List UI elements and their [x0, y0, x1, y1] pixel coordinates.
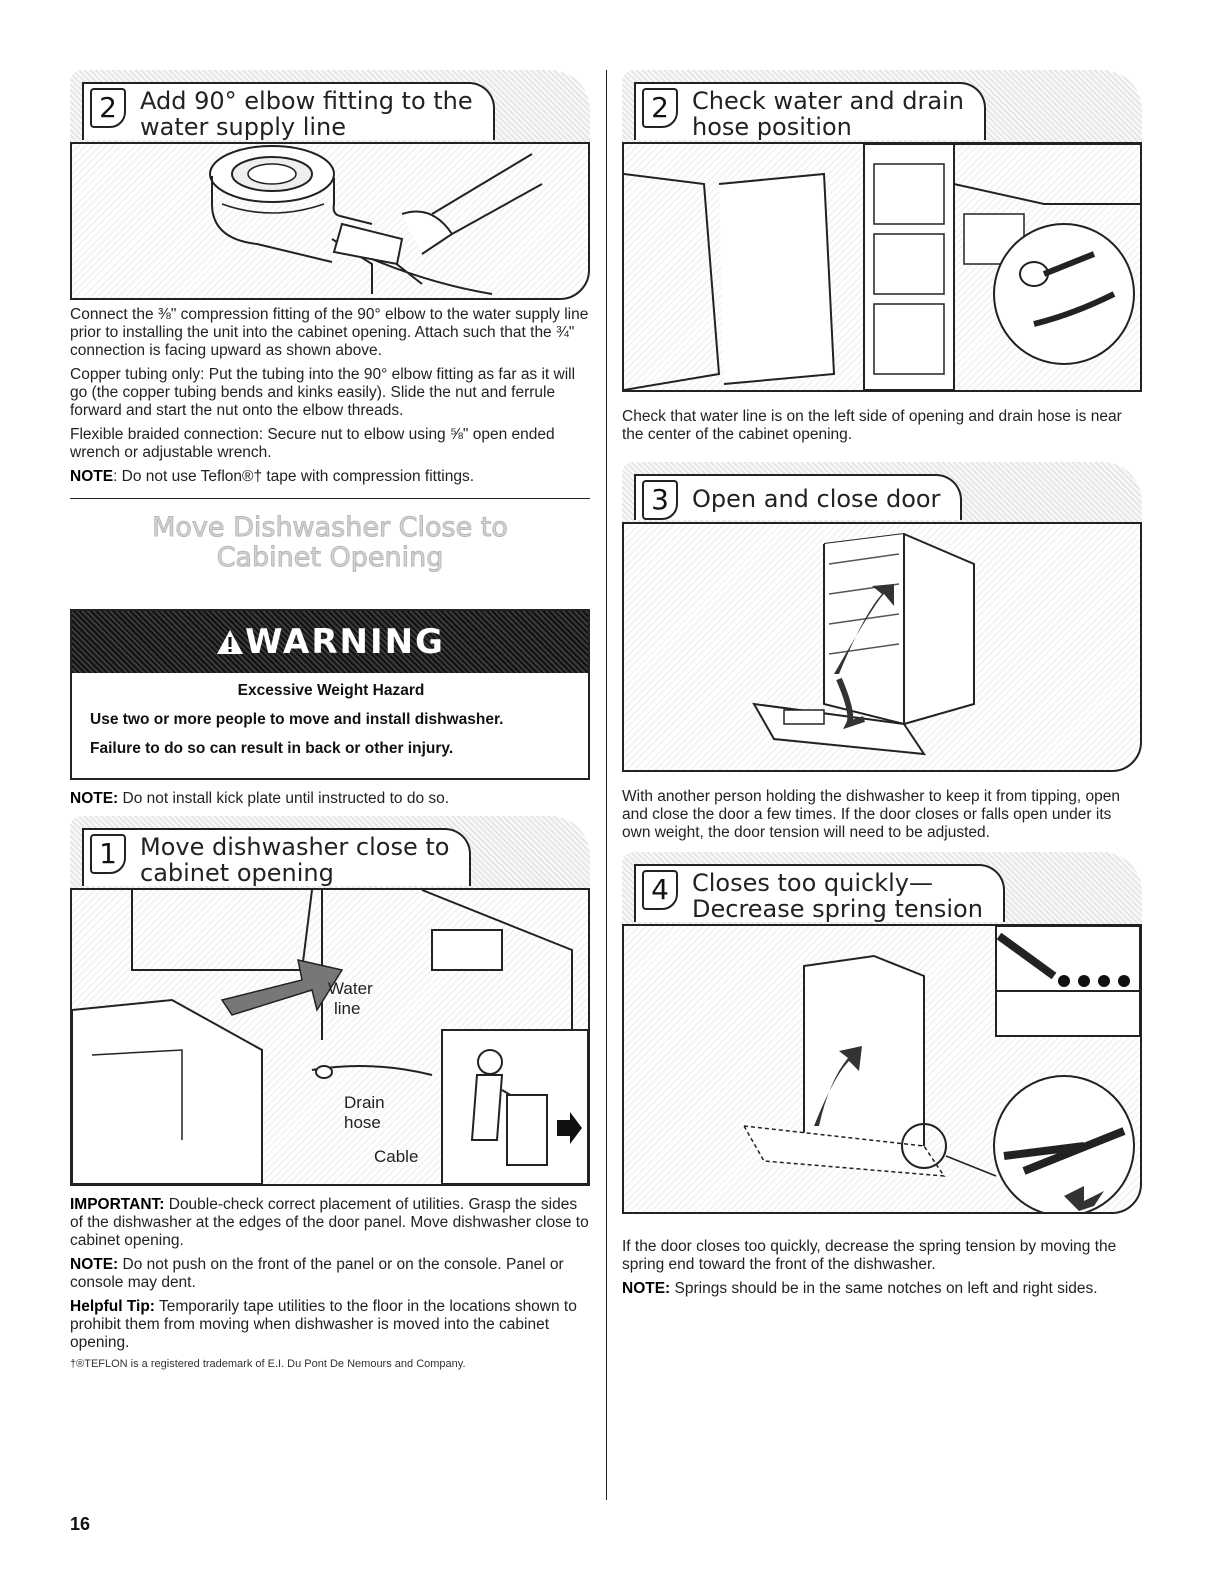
step-header — [634, 864, 1005, 922]
step-move-dishwasher — [70, 816, 590, 1186]
step-header — [82, 82, 495, 140]
step-title: Add 90° elbow fitting to the water supply line — [140, 87, 473, 141]
section-divider — [70, 498, 590, 499]
elbow-paragraph-1: Connect the ⅜" compression fitting of the 90° elbow to the water supply line prior to installing the unit into the cabinet opening. Attach such that the ¾" connection is facing upward as shown above. — [70, 306, 589, 359]
warning-triangle-icon — [215, 628, 245, 656]
right-column — [622, 70, 1142, 1298]
spring-illustration — [622, 924, 1142, 1214]
page-number: 16 — [70, 1514, 91, 1534]
step-tab — [622, 70, 1142, 142]
spring-drawing — [624, 926, 1140, 1212]
left-column — [70, 70, 590, 1370]
step-decrease-spring — [622, 852, 1142, 1214]
warning-body — [72, 673, 588, 778]
elbow-fitting-drawing — [72, 144, 588, 298]
step-title: Move dishwasher close to cabinet opening — [140, 833, 450, 887]
step-number: 4 — [642, 870, 678, 910]
spring-note: NOTE: Springs should be in the same notches on left and right sides. — [622, 1280, 1098, 1297]
warning-label: WARNING — [245, 622, 445, 662]
teflon-note: NOTE: Do not use Teflon®† tape with compression fittings. — [70, 468, 474, 485]
spring-paragraph: If the door closes too quickly, decrease the spring tension by moving the spring end toward the front of the dishwasher. — [622, 1238, 1117, 1273]
warning-line-1: Use two or more people to move and install dishwasher. — [90, 711, 504, 728]
step-number: 3 — [642, 480, 678, 520]
step-title: Check water and drain hose position — [692, 87, 964, 141]
step-title: Open and close door — [692, 485, 941, 513]
step-header — [634, 82, 986, 140]
door-drawing — [624, 524, 1140, 770]
elbow-fitting-illustration — [70, 142, 590, 300]
step-number: 1 — [90, 834, 126, 874]
step-add-elbow — [70, 70, 590, 300]
column-divider — [606, 70, 607, 1500]
push-note: NOTE: Do not push on the front of the panel or on the console. Panel or console may dent. — [70, 1256, 564, 1291]
warning-hazard: Excessive Weight Hazard — [237, 682, 425, 699]
step-tab — [70, 816, 590, 888]
check-hose-illustration — [622, 142, 1142, 392]
important-paragraph: IMPORTANT: Double-check correct placement of utilities. Grasp the sides of the dishwasher at the edges of the door panel. Move dishwasher close to cabinet opening. — [70, 1196, 589, 1249]
check-hose-drawing — [624, 144, 1140, 390]
step-tab — [70, 70, 590, 142]
move-dishwasher-illustration — [70, 888, 590, 1186]
kick-plate-note: NOTE: Do not install kick plate until instructed to do so. — [70, 790, 450, 807]
teflon-footnote: †®TEFLON is a registered trademark of E.I. Du Pont De Nemours and Company. — [70, 1358, 466, 1370]
warning-box — [70, 609, 590, 780]
elbow-paragraph-2: Copper tubing only: Put the tubing into the 90° elbow fitting as far as it will go (the copper tubing bends and kinks easily). Slide the nut and ferrule forward and start the nut onto the elbow threads. — [70, 366, 576, 419]
warning-line-2: Failure to do so can result in back or other injury. — [90, 740, 454, 757]
water-line-label-2: line — [334, 999, 361, 1018]
water-line-label: Water — [328, 979, 373, 998]
step-tab — [622, 852, 1142, 924]
move-dishwasher-drawing — [72, 890, 588, 1184]
step-header — [82, 828, 471, 886]
door-paragraph: With another person holding the dishwasher to keep it from tipping, open and close the door a few times. If the door closes or falls open under its own weight, the door tension will need to be adjusted. — [622, 788, 1121, 841]
cable-label: Cable — [374, 1147, 419, 1166]
helpful-tip: Helpful Tip: Temporarily tape utilities to the floor in the locations shown to prohibit them from moving when dishwasher is moved into the cabinet opening. — [70, 1298, 577, 1351]
step-tab — [622, 462, 1142, 522]
door-illustration — [622, 522, 1142, 772]
warning-bar — [72, 611, 588, 673]
drain-hose-label-2: hose — [344, 1113, 381, 1132]
step-number: 2 — [90, 88, 126, 128]
step-title: Closes too quickly— Decrease spring tension — [692, 869, 983, 923]
drain-hose-label: Drain — [344, 1093, 385, 1112]
step-number: 2 — [642, 88, 678, 128]
section-title: Move Dishwasher Close to Cabinet Opening — [152, 512, 508, 573]
check-paragraph: Check that water line is on the left side of opening and drain hose is near the center of the cabinet opening. — [622, 408, 1122, 443]
step-check-hose — [622, 70, 1142, 392]
elbow-paragraph-3: Flexible braided connection: Secure nut to elbow using ⅝" open ended wrench or adjustable wrench. — [70, 426, 555, 461]
step-header — [634, 474, 962, 520]
step-open-close-door — [622, 462, 1142, 772]
